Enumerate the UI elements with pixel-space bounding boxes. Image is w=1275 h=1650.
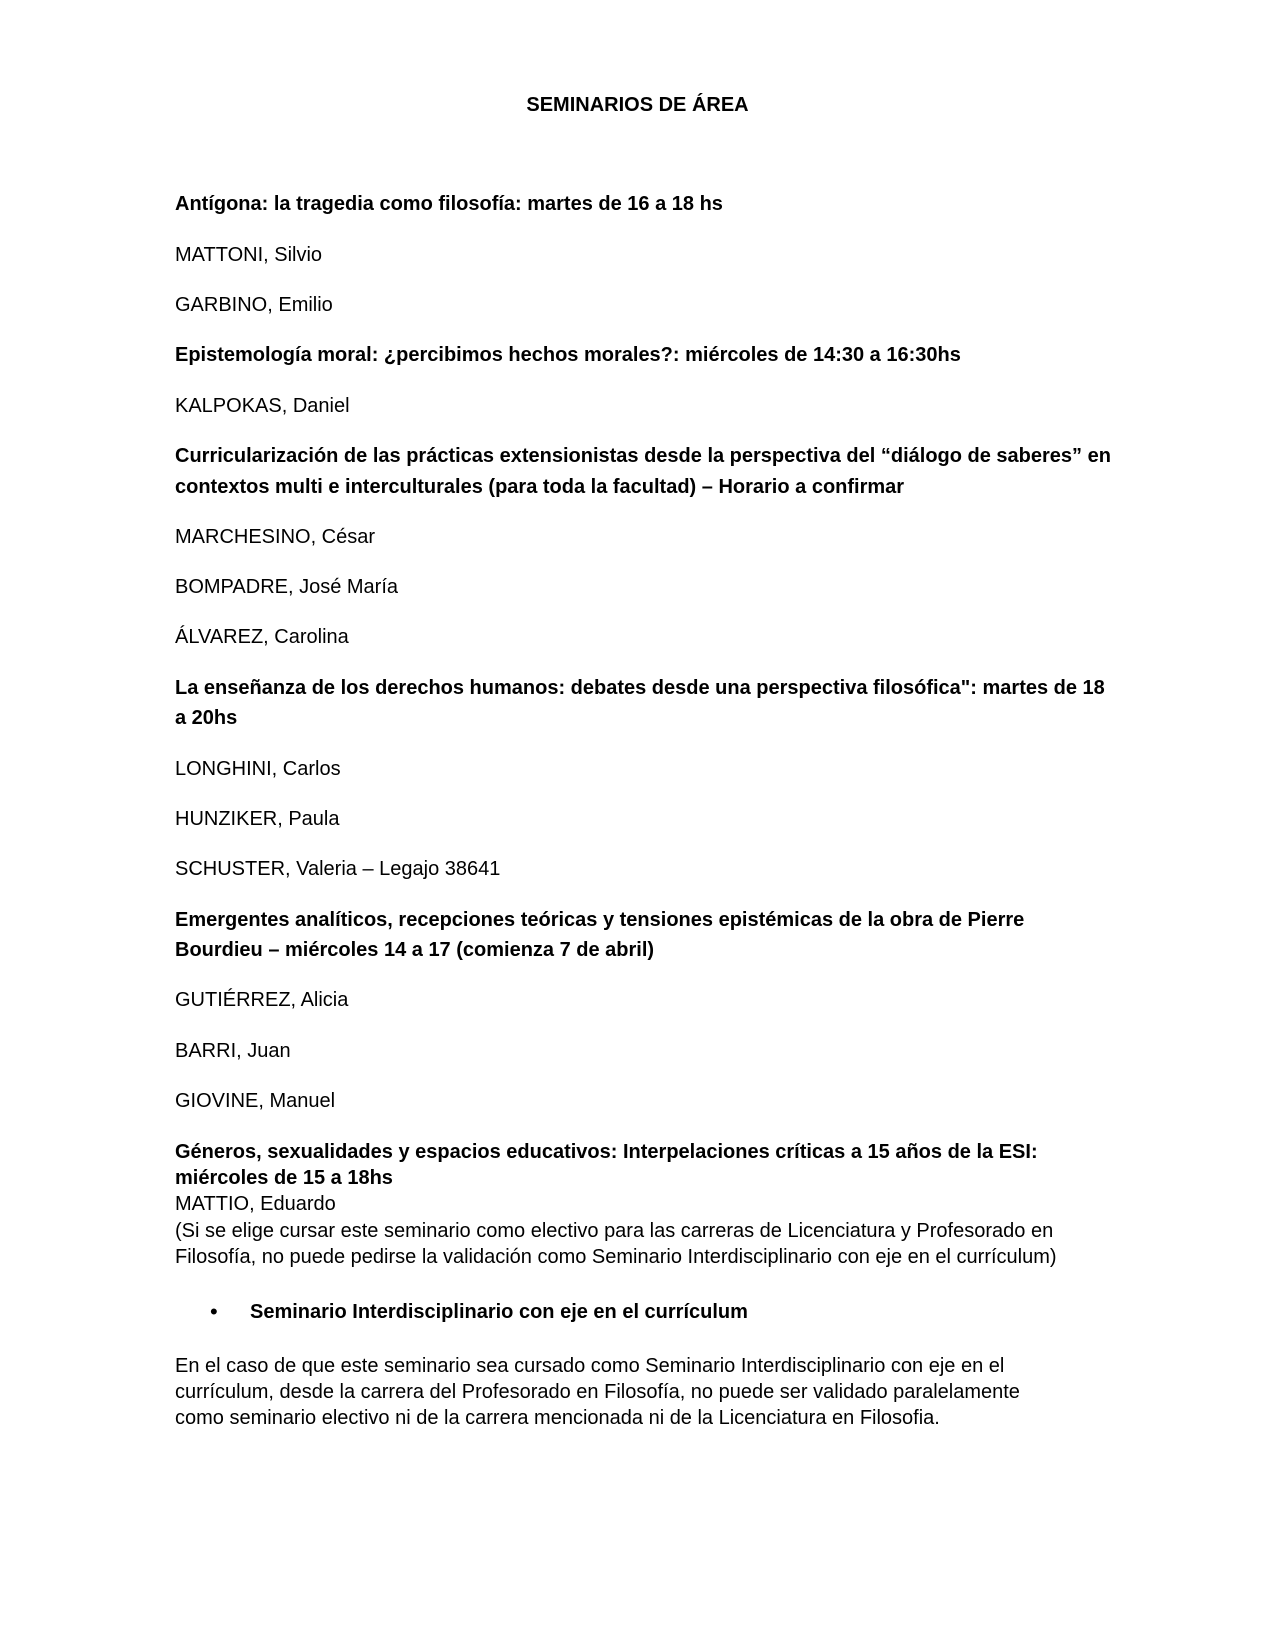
seminar-heading: Curricularización de las prácticas extensionistas desde la perspectiva del “diálogo de saberes” en — [175, 445, 1111, 467]
seminar-heading: miércoles de 15 a 18hs — [175, 1167, 393, 1189]
seminar-person: SCHUSTER, Valeria – Legajo 38641 — [175, 858, 501, 880]
page-title: SEMINARIOS DE ÁREA — [526, 94, 749, 116]
seminar-person: MATTONI, Silvio — [175, 244, 323, 266]
seminar-person: GIOVINE, Manuel — [175, 1090, 336, 1112]
seminar-person: MATTIO, Eduardo — [175, 1193, 336, 1215]
bullet-icon: • — [210, 1299, 218, 1324]
closing-paragraph-line: En el caso de que este seminario sea cursado como Seminario Interdisciplinario con eje en el — [175, 1355, 1005, 1377]
seminar-person: BARRI, Juan — [175, 1040, 291, 1062]
seminar-heading: Antígona: la tragedia como filosofía: martes de 16 a 18 hs — [175, 193, 723, 215]
seminar-heading: Géneros, sexualidades y espacios educativos: Interpelaciones críticas a 15 años de la ESI: — [175, 1141, 1038, 1163]
seminar-person: LONGHINI, Carlos — [175, 758, 341, 780]
seminar-note: (Si se elige cursar este seminario como electivo para las carreras de Licenciatura y Profesorado en — [175, 1220, 1054, 1242]
seminar-person: GUTIÉRREZ, Alicia — [175, 989, 349, 1011]
seminar-person: HUNZIKER, Paula — [175, 808, 340, 830]
seminar-heading: Epistemología moral: ¿percibimos hechos morales?: miércoles de 14:30 a 16:30hs — [175, 344, 961, 366]
seminar-person: MARCHESINO, César — [175, 526, 376, 548]
seminar-person: GARBINO, Emilio — [175, 294, 333, 316]
seminar-person: ÁLVAREZ, Carolina — [175, 626, 349, 648]
seminar-heading: La enseñanza de los derechos humanos: debates desde una perspectiva filosófica": martes de 18 — [175, 677, 1105, 699]
bullet-item: Seminario Interdisciplinario con eje en el currículum — [250, 1301, 748, 1323]
seminar-heading: a 20hs — [175, 707, 238, 729]
closing-paragraph-line: currículum, desde la carrera del Profesorado en Filosofía, no puede ser validado paralelamente — [175, 1381, 1020, 1403]
seminar-heading: contextos multi e interculturales (para toda la facultad) – Horario a confirmar — [175, 476, 905, 498]
seminar-person: BOMPADRE, José María — [175, 576, 399, 598]
closing-paragraph-line: como seminario electivo ni de la carrera mencionada ni de la Licenciatura en Filosofia. — [175, 1407, 940, 1429]
seminar-heading: Bourdieu – miércoles 14 a 17 (comienza 7 de abril) — [175, 939, 655, 961]
seminar-heading: Emergentes analíticos, recepciones teóricas y tensiones epistémicas de la obra de Pierre — [175, 909, 1025, 931]
seminar-person: KALPOKAS, Daniel — [175, 395, 350, 417]
seminar-note: Filosofía, no puede pedirse la validación como Seminario Interdisciplinario con eje en el currículum) — [175, 1246, 1057, 1268]
